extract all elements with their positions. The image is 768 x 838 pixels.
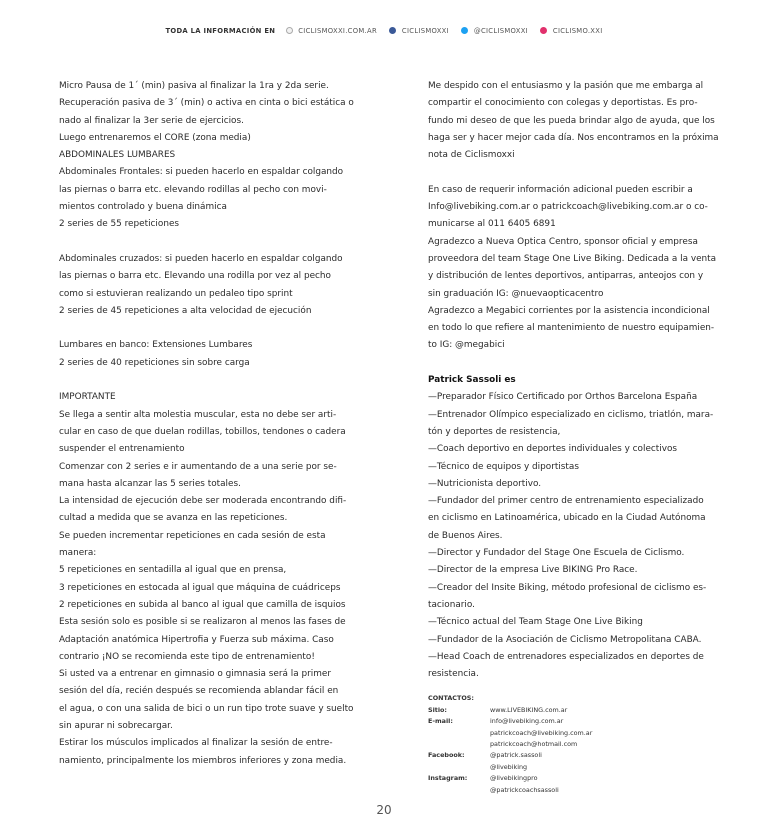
contact-row — [428, 762, 700, 773]
text-line: ABDOMINALES LUMBARES — [59, 150, 176, 161]
text-line: Se llega a sentir alta molestia muscular, esta no debe ser arti- — [59, 409, 337, 420]
text-line: cultad a medida que se avanza en las repeticiones. — [59, 513, 288, 524]
text-line: —Head Coach de entrenadores especializados en deportes de — [428, 651, 704, 662]
text-line: las piernas o barra etc. elevando rodillas al pecho con movi- — [59, 184, 327, 195]
text-line: mana hasta alcanzar las 5 series totales. — [59, 478, 241, 489]
text-line: proveedora del team Stage One Live Biking. Dedicada a la venta — [428, 253, 717, 264]
text-line: 3 repeticiones en estocada al igual que máquina de cuádriceps — [59, 582, 341, 593]
text-line: las piernas o barra etc. Elevando una rodilla por vez al pecho — [59, 271, 331, 282]
contact-row — [428, 705, 700, 716]
contact-value[interactable]: www.LIVEBIKING.com.ar — [490, 705, 568, 714]
text-line: de Buenos Aires. — [428, 530, 503, 541]
text-line: 2 series de 40 repeticiones sin sobre carga — [59, 357, 250, 368]
text-line: sesión del día, recién después se recomienda ablandar fácil en — [59, 686, 339, 697]
text-line: to IG: @megabici — [428, 340, 505, 351]
contact-row — [428, 773, 700, 784]
text-line: —Nutricionista deportivo. — [428, 478, 542, 489]
text-line: Agradezco a Nueva Optica Centro, sponsor oficial y empresa — [428, 236, 698, 247]
text-line: fundo mi deseo de que les pueda brindar algo de ayuda, que los — [428, 115, 715, 126]
contact-label: E-mail: — [428, 717, 453, 726]
text-line: manera: — [59, 548, 97, 559]
text-line: Micro Pausa de 1´ (min) pasiva al finalizar la 1ra y 2da serie. — [59, 81, 329, 91]
contact-value[interactable]: patrickcoach@hotmail.com — [490, 740, 578, 749]
contact-label — [428, 762, 490, 773]
text-line: en todo lo que refiere al mantenimiento de nuestro equipamien- — [428, 323, 715, 334]
contact-label — [428, 728, 490, 739]
text-line: sin graduación IG: @nuevaopticacentro — [428, 288, 604, 299]
text-line: Recuperación pasiva de 3´ (min) o activa en cinta o bici estática o — [59, 98, 354, 109]
contact-label — [428, 739, 490, 750]
text-line: —Director y Fundador del Stage One Escuela de Ciclismo. — [428, 548, 685, 559]
text-line: 5 repeticiones en sentadilla al igual que en prensa, — [59, 565, 287, 576]
text-line: —Fundador de la Asociación de Ciclismo Metropolitana CABA. — [428, 634, 702, 645]
text-line: —Coach deportivo en deportes individuales y colectivos — [428, 444, 678, 455]
facebook-icon — [389, 27, 396, 34]
text-line: cular en caso de que duelan rodillas, tobillos, tendones o cadera — [59, 426, 346, 437]
text-line: —Técnico actual del Team Stage One Live Biking — [428, 617, 643, 628]
text-line: Info@livebiking.com.ar o patrickcoach@livebiking.com.ar o co- — [428, 202, 708, 213]
globe-icon — [286, 27, 293, 34]
contact-value[interactable]: @livebiking — [490, 762, 528, 771]
contact-value[interactable]: info@livebiking.com.ar — [490, 717, 564, 726]
text-line: y distribución de lentes deportivos, antiparras, anteojos con y — [428, 271, 704, 282]
text-line: Abdominales Frontales: si pueden hacerlo en espaldar colgando — [59, 167, 344, 178]
paragraph-gap — [428, 164, 700, 181]
header-facebook[interactable]: CICLISMOXXI — [401, 27, 449, 35]
twitter-icon — [461, 27, 468, 34]
text-line: En caso de requerir información adicional pueden escribir a — [428, 184, 693, 195]
header-lead: TODA LA INFORMACIÓN EN — [165, 27, 276, 35]
left-column — [59, 78, 354, 770]
text-line: en ciclismo en Latinoamérica, ubicado en la Ciudad Autónoma — [428, 513, 706, 524]
contact-value[interactable]: @patrickcoachsassoli — [490, 785, 559, 794]
text-line: —Entrenador Olímpico especializado en ciclismo, triatlón, mara- — [428, 409, 714, 420]
text-line: tón y deportes de resistencia, — [428, 426, 561, 437]
contact-row — [428, 728, 700, 739]
text-line: La intensidad de ejecución debe ser moderada encontrando difi- — [59, 496, 347, 507]
text-line: Si usted va a entrenar en gimnasio o gimnasia será la primer — [59, 669, 332, 680]
header-bar — [0, 27, 768, 35]
right-column — [428, 78, 719, 796]
text-line: —Creador del Insite Biking, método profesional de ciclismo es- — [428, 582, 707, 593]
text-line: compartir el conocimiento con colegas y deportistas. Es pro- — [428, 98, 698, 109]
text-line: el agua, o con una salida de bici o un run tipo trote suave y suelto — [59, 703, 354, 714]
text-line: sin apurar ni sobrecargar. — [59, 720, 173, 731]
text-line: municarse al 011 6405 6891 — [428, 219, 556, 230]
contact-row — [428, 750, 700, 761]
contact-label: Instagram: — [428, 774, 468, 783]
instagram-icon — [540, 27, 547, 34]
right-column-body — [428, 78, 719, 372]
contact-label: Sitio: — [428, 705, 447, 714]
text-line: —Técnico de equipos y diportistas — [428, 461, 579, 472]
text-line: como si estuvieran realizando un pedaleo tipo sprint — [59, 288, 293, 299]
contacts-block — [428, 693, 700, 796]
contact-label: Facebook: — [428, 751, 465, 760]
contact-row — [428, 716, 700, 727]
text-line: 2 series de 45 repeticiones a alta velocidad de ejecución — [59, 305, 312, 316]
contact-row — [428, 785, 700, 796]
text-line: Esta sesión solo es posible si se realizaron al menos las fases de — [59, 617, 346, 628]
text-line: resistencia. — [428, 669, 479, 680]
text-line: mientos controlado y buena dinámica — [59, 202, 227, 213]
text-line: Me despido con el entusiasmo y la pasión que me embarga al — [428, 81, 704, 91]
text-line: 2 series de 55 repeticiones — [59, 219, 180, 230]
text-line: haga ser y hacer mejor cada día. Nos encontramos en la próxima — [428, 132, 719, 143]
text-line: contrario ¡NO se recomienda este tipo de entrenamiento! — [59, 651, 315, 662]
contact-value[interactable]: @patrick.sassoli — [490, 751, 542, 760]
text-line: —Director de la empresa Live BIKING Pro Race. — [428, 565, 638, 576]
text-line: Estirar los músculos implicados al finalizar la sesión de entre- — [59, 738, 333, 749]
text-line: IMPORTANTE — [59, 392, 116, 403]
text-line: Se pueden incrementar repeticiones en cada sesión de esta — [59, 530, 326, 541]
text-line: Agradezco a Megabici corrientes por la asistencia incondicional — [428, 305, 710, 316]
contact-value[interactable]: patrickcoach@livebiking.com.ar — [490, 728, 593, 737]
author-name: Patrick Sassoli es — [428, 375, 516, 386]
text-line: 2 repeticiones en subida al banco al igual que camilla de isquios — [59, 599, 346, 610]
contacts-list — [428, 705, 700, 796]
header-twitter[interactable]: @CICLISMOXXI — [473, 27, 528, 35]
header-website[interactable]: CICLISMOXXI.COM.AR — [298, 27, 377, 35]
header-instagram[interactable]: CICLISMO.XXI — [552, 27, 603, 35]
paragraph-gap — [59, 372, 329, 389]
text-line: nota de Ciclismoxxi — [428, 150, 515, 161]
text-line: Adaptación anatómica Hipertrofia y Fuerza sub máxima. Caso — [59, 634, 334, 645]
paragraph-gap — [59, 234, 329, 251]
contact-value[interactable]: @livebikingpro — [490, 774, 538, 783]
text-line: —Fundador del primer centro de entrenamiento especializado — [428, 496, 704, 507]
contact-row — [428, 739, 700, 750]
page-number: 20 — [376, 803, 392, 817]
text-line: nado al finalizar la 3er serie de ejercicios. — [59, 115, 244, 126]
text-line: suspender el entrenamiento — [59, 444, 185, 455]
text-line: —Preparador Físico Certificado por Orthos Barcelona España — [428, 392, 698, 403]
text-line: tacionario. — [428, 599, 475, 610]
text-line: Luego entrenaremos el CORE (zona media) — [59, 132, 251, 143]
contacts-heading: CONTACTOS: — [428, 694, 474, 703]
paragraph-gap — [428, 355, 700, 372]
text-line: Abdominales cruzados: si pueden hacerlo en espaldar colgando — [59, 253, 343, 264]
text-line: namiento, principalmente los miembros inferiores y zona media. — [59, 755, 347, 766]
text-line: Lumbares en banco: Extensiones Lumbares — [59, 340, 253, 351]
contact-label — [428, 785, 490, 796]
author-bio — [428, 389, 714, 683]
text-line: Comenzar con 2 series e ir aumentando de a una serie por se- — [59, 461, 337, 472]
paragraph-gap — [59, 320, 329, 337]
